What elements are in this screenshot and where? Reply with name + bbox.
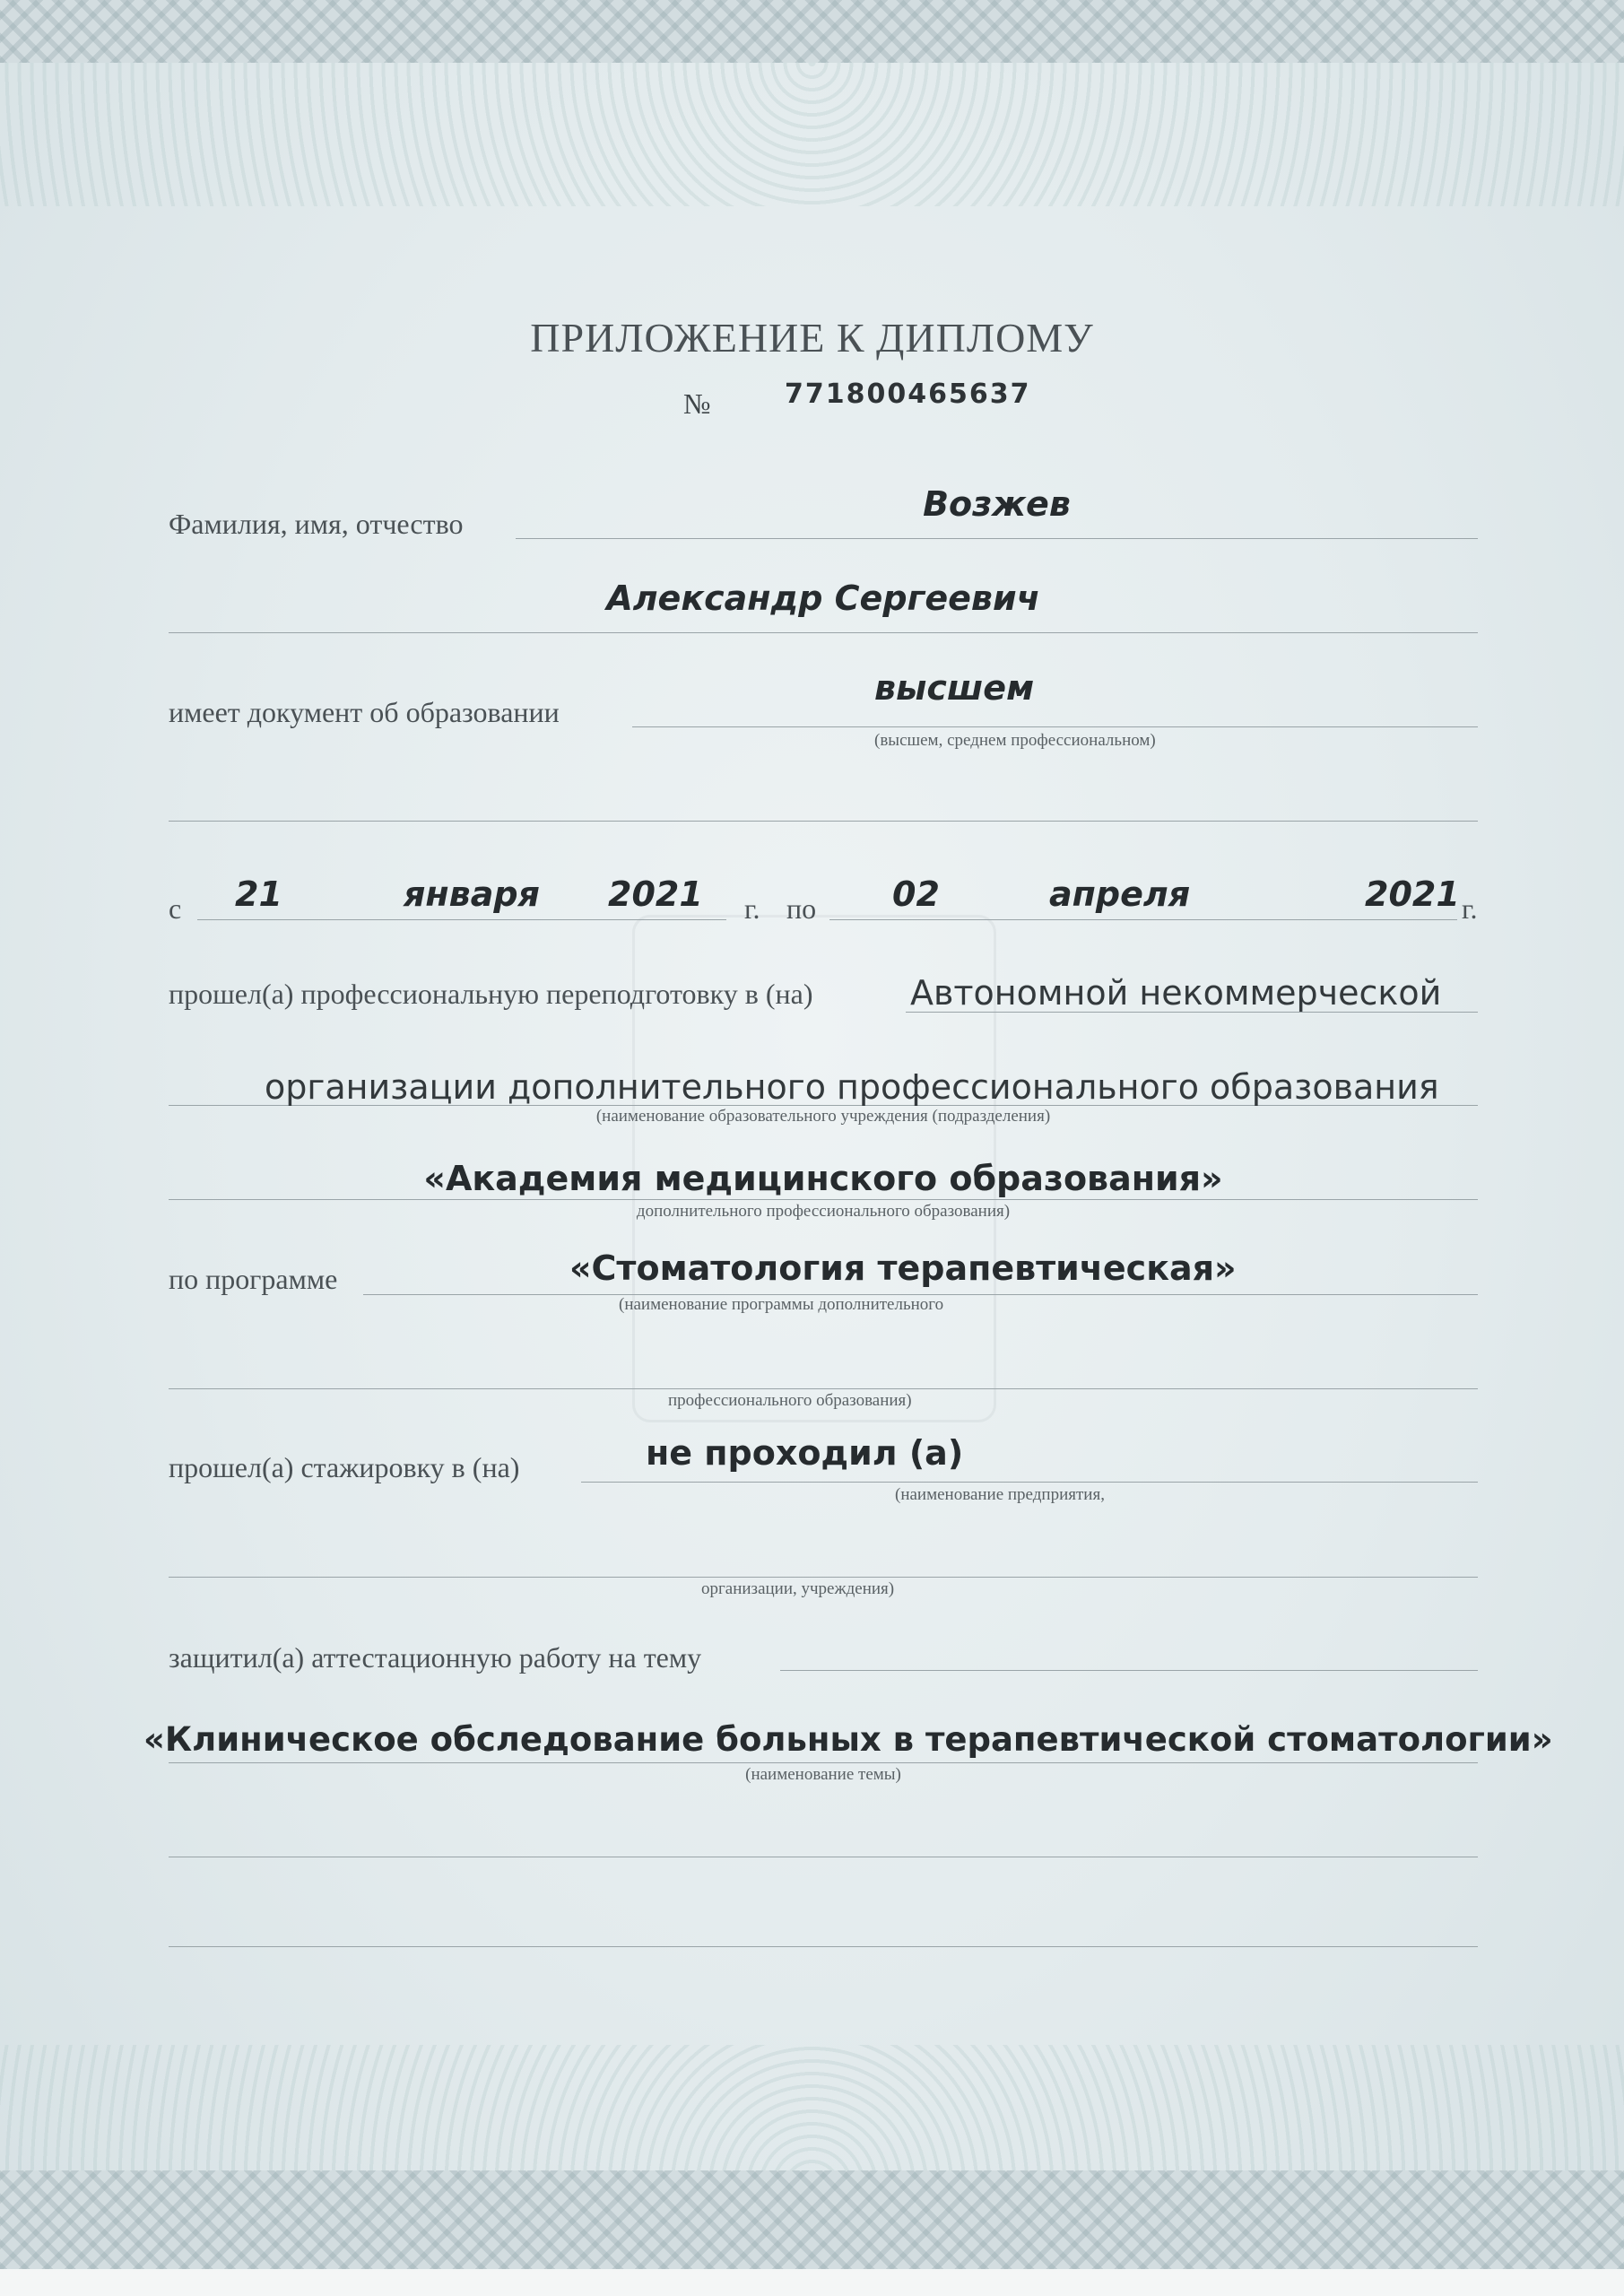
education-line-2: [169, 821, 1478, 822]
internship-hint-1: (наименование предприятия,: [895, 1485, 1105, 1504]
bottom-ornament-wave: [0, 2045, 1624, 2188]
internship-line-1: [581, 1482, 1478, 1483]
period-to-day: 02: [892, 874, 940, 914]
education-hint: (высшем, среднем профессиональном): [874, 731, 1156, 750]
education-value: высшем: [874, 668, 1035, 708]
fio-label: Фамилия, имя, отчество: [169, 508, 464, 540]
program-line-2: [169, 1388, 1478, 1389]
program-hint-2: профессионального образования): [668, 1391, 912, 1410]
period-to-year: 2021: [1365, 874, 1460, 914]
period-year-suffix-2: г.: [1462, 892, 1478, 925]
period-from-line: [197, 919, 726, 920]
period-from-prefix: с: [169, 892, 182, 925]
internship-label: прошел(а) стажировку в (на): [169, 1451, 520, 1483]
period-to-month: апреля: [1049, 874, 1191, 914]
retraining-line-3: [169, 1199, 1478, 1200]
name-patronymic-value: Александр Сергеевич: [606, 578, 1040, 618]
retraining-hint-2: дополнительного профессионального образования): [636, 1202, 1011, 1221]
retraining-label: прошел(а) профессиональную переподготовку в (на): [169, 978, 813, 1010]
thesis-line-1: [780, 1670, 1478, 1671]
surname-value: Возжев: [923, 484, 1071, 524]
thesis-line-2: [169, 1762, 1478, 1763]
thesis-label: защитил(а) аттестационную работу на тему: [169, 1641, 702, 1674]
retraining-hint-1: (наименование образовательного учреждения (подразделения): [595, 1107, 1051, 1126]
period-from-day: 21: [235, 874, 282, 914]
program-value: «Стоматология терапевтическая»: [569, 1248, 1237, 1288]
internship-line-2: [169, 1577, 1478, 1578]
fio-line-1: [516, 538, 1478, 539]
thesis-value: «Клиническое обследование больных в терапевтической стоматологии»: [143, 1720, 1553, 1759]
period-from-month: января: [404, 874, 540, 914]
period-to-line: [829, 919, 1457, 920]
internship-value: не проходил (а): [646, 1433, 964, 1473]
thesis-line-4: [169, 1946, 1478, 1947]
top-ornament-wave: [0, 63, 1624, 206]
retraining-org-line-1: Автономной некоммерческой: [910, 973, 1442, 1013]
document-number: 771800465637: [785, 378, 1031, 410]
bottom-ornament-border: [0, 2170, 1624, 2269]
thesis-hint: (наименование темы): [745, 1765, 901, 1784]
top-ornament-border: [0, 0, 1624, 63]
program-hint-1: (наименование программы дополнительного: [619, 1295, 944, 1314]
retraining-org-line-2: организации дополнительного профессионального образования: [265, 1067, 1439, 1107]
scan-bottom-strip: [0, 2269, 1624, 2296]
period-year-suffix-1: г.: [744, 892, 760, 925]
period-from-year: 2021: [608, 874, 703, 914]
fio-line-2: [169, 632, 1478, 633]
retraining-org-line-3: «Академия медицинского образования»: [423, 1159, 1223, 1198]
education-line: [632, 726, 1478, 727]
internship-hint-2: организации, учреждения): [701, 1579, 895, 1598]
number-sign: №: [683, 387, 711, 420]
document-title: ПРИЛОЖЕНИЕ К ДИПЛОМУ: [530, 315, 1094, 361]
program-label: по программе: [169, 1263, 338, 1295]
education-label: имеет документ об образовании: [169, 696, 560, 728]
period-to-prefix: по: [786, 892, 817, 925]
